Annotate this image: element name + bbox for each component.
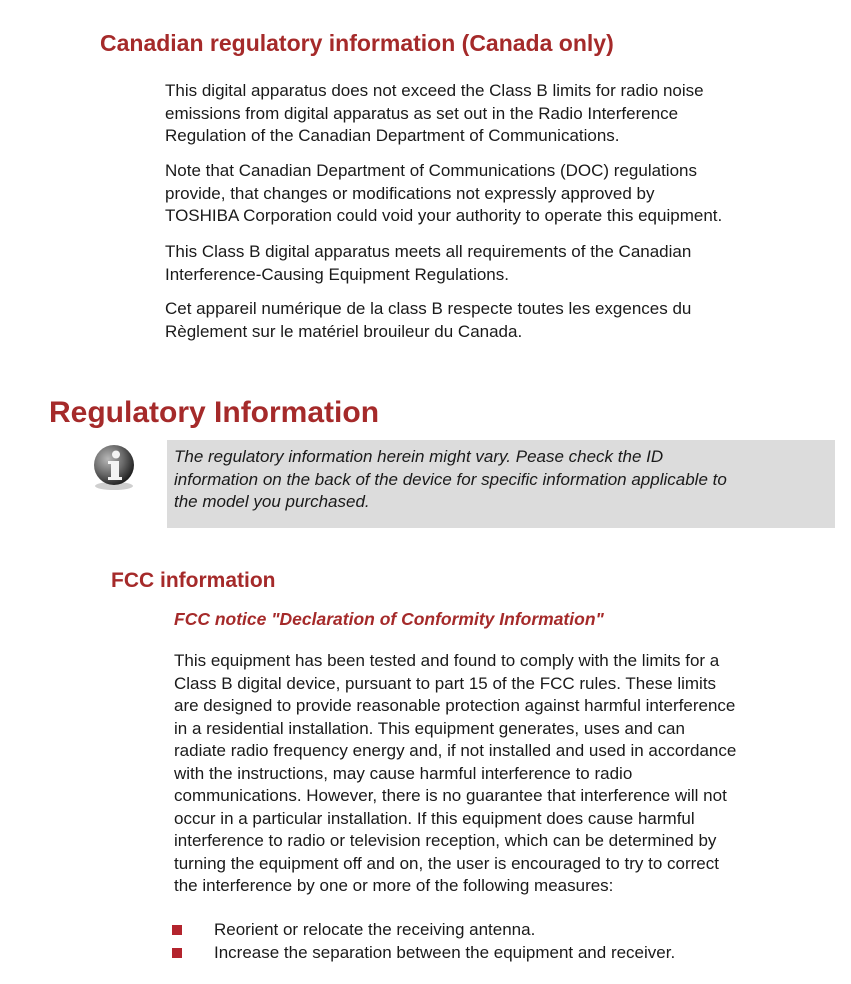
text-line: information on the back of the device for specific information applicable to [174,469,727,489]
text-line: Regulation of the Canadian Department of Communications. [165,126,620,145]
list-item [172,918,675,941]
text-line: the model you purchased. [174,492,370,511]
fcc-information-heading: FCC information [111,569,276,592]
text-line: occur in a particular installation. If this equipment does cause harmful [174,808,695,828]
text-line: The regulatory information herein might vary. Pease check the ID [174,447,664,466]
text-line: emissions from digital apparatus as set out in the Radio Interference [165,103,679,123]
text-line: provide, that changes or modifications not expressly approved by [165,183,655,203]
regulatory-information-heading: Regulatory Information [49,396,380,429]
list-item-text: Increase the separation between the equipment and receiver. [214,942,676,962]
text-line: with the instructions, may cause harmful interference to radio [174,763,633,783]
info-icon [92,443,138,491]
text-line: in a residential installation. This equipment generates, uses and can [174,718,685,738]
text-line: Interference-Causing Equipment Regulations. [165,264,509,284]
text-line: interference to radio or television reception, which can be determined by [174,831,717,850]
text-line: turning the equipment off and on, the user is encouraged to try to correct [174,853,719,873]
fcc-notice-heading: FCC notice "Declaration of Conformity Information" [174,609,604,629]
canada-paragraph-3 [165,241,691,286]
fcc-measures-list [172,918,675,964]
text-line: Class B digital device, pursuant to part 15 of the FCC rules. These limits [174,673,717,693]
square-bullet-icon [172,925,182,935]
text-line: TOSHIBA Corporation could void your authority to operate this equipment. [165,206,723,225]
fcc-body-paragraph [174,650,736,898]
text-line: This Class B digital apparatus meets all requirements of the Canadian [165,242,692,261]
text-line: Note that Canadian Department of Communications (DOC) regulations [165,161,697,180]
text-line: This digital apparatus does not exceed the Class B limits for radio noise [165,81,704,100]
square-bullet-icon [172,948,182,958]
text-line: radiate radio frequency energy and, if not installed and used in accordance [174,741,737,760]
list-item-text: Reorient or relocate the receiving antenna. [214,919,536,939]
text-line: are designed to provide reasonable protection against harmful interference [174,696,736,715]
text-line: communications. However, there is no guarantee that interference will not [174,786,727,805]
text-line: This equipment has been tested and found to comply with the limits for a [174,651,720,670]
text-line: Cet appareil numérique de la class B respecte toutes les exgences du [165,299,692,318]
text-line: Règlement sur le matériel brouileur du Canada. [165,321,523,341]
canada-section-heading: Canadian regulatory information (Canada only) [100,30,614,56]
canada-paragraph-1 [165,80,704,148]
text-line: the interference by one or more of the following measures: [174,876,614,895]
canada-paragraph-french [165,298,691,343]
list-item [172,941,675,964]
canada-paragraph-2 [165,160,722,228]
regulatory-note-text [174,446,727,514]
